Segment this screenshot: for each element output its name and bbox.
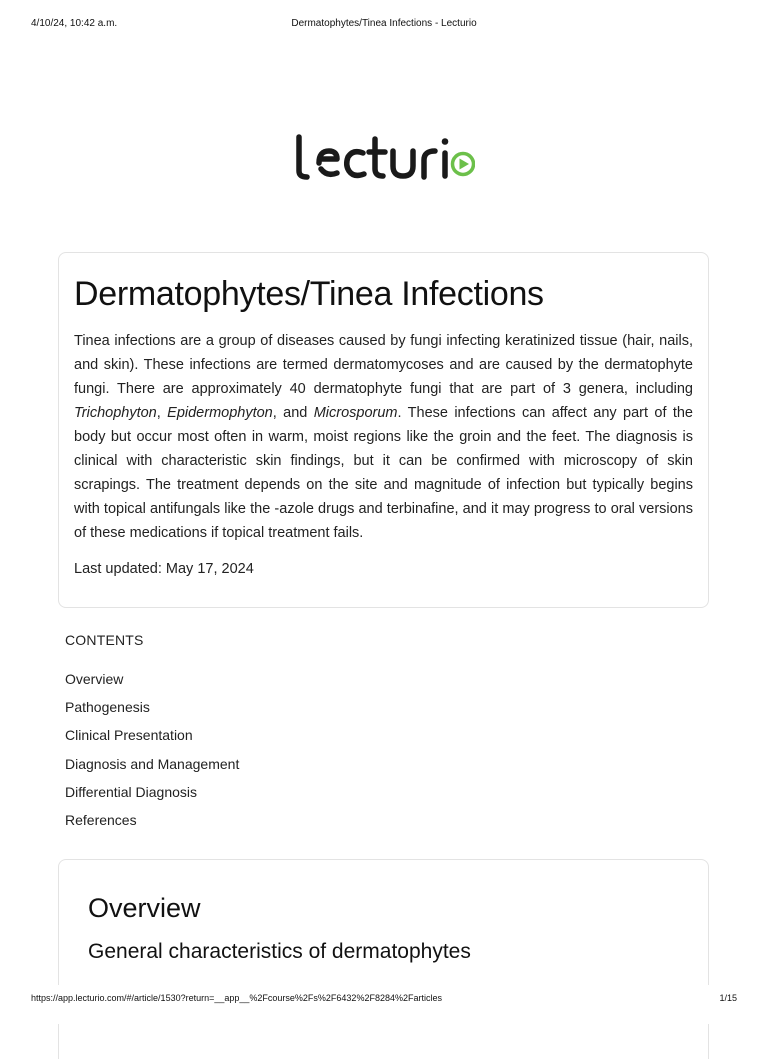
- article-intro-card: [58, 252, 709, 608]
- summary-text-end: . These infections can affect any part of the body but occur most often in warm, moist regions like the groin and the feet. The diagnosis is clinical with characteristic skin findings, but it can be confirmed with microscopy of skin scrapings. The treatment depends on the site and magnitude of infection but typically begins with topical antifungals like the -azole drugs and terbinafine, and it may progress to oral versions of these medications if topical treatment fails.: [74, 405, 694, 541]
- table-of-contents: [65, 630, 465, 834]
- genus-trichophyton: Trichophyton: [74, 405, 157, 421]
- contents-link-differential-diagnosis[interactable]: Differential Diagnosis: [65, 783, 198, 800]
- print-page-title: Dermatophytes/Tinea Infections - Lecturio: [291, 18, 477, 29]
- print-footer: [0, 993, 768, 1009]
- summary-separator: ,: [156, 405, 168, 421]
- genus-microsporum: Microsporum: [313, 405, 398, 421]
- contents-link-clinical-presentation[interactable]: Clinical Presentation: [65, 727, 193, 744]
- summary-separator: , and: [272, 405, 314, 421]
- contents-link-diagnosis-and-management[interactable]: Diagnosis and Management: [65, 755, 240, 772]
- lecturio-logo-icon: [293, 133, 475, 183]
- print-header: [0, 18, 768, 34]
- overview-subheading: General characteristics of dermatophytes: [88, 940, 471, 963]
- contents-list: [65, 665, 465, 834]
- genus-epidermophyton: Epidermophyton: [167, 405, 273, 421]
- page-number: 1/15: [719, 993, 737, 1003]
- contents-link-pathogenesis[interactable]: Pathogenesis: [65, 699, 150, 716]
- overview-heading: Overview: [88, 893, 201, 923]
- print-url: https://app.lecturio.com/#/article/1530?return=__app__%2Fcourse%2Fs%2F6432%2F8284%2Farticles: [31, 993, 442, 1003]
- print-datetime: 4/10/24, 10:42 a.m.: [31, 18, 118, 29]
- last-updated: Last updated: May 17, 2024: [74, 561, 254, 577]
- contents-link-overview[interactable]: Overview: [65, 671, 124, 687]
- lecturio-logo[interactable]: [0, 133, 768, 183]
- article-title: Dermatophytes/Tinea Infections: [74, 275, 544, 313]
- article-summary: [74, 329, 693, 545]
- contents-heading: CONTENTS: [65, 632, 144, 648]
- summary-text-start: Tinea infections are a group of diseases caused by fungi infecting keratinized tissue (hair, nails, and skin). These infections are termed dermatomycoses and are caused by the dermatophyte fungi. There are approximately 40 dermatophyte fungi that are part of 3 genera, including: [74, 333, 693, 397]
- overview-section-card: [58, 859, 709, 1059]
- contents-link-references[interactable]: References: [65, 812, 137, 829]
